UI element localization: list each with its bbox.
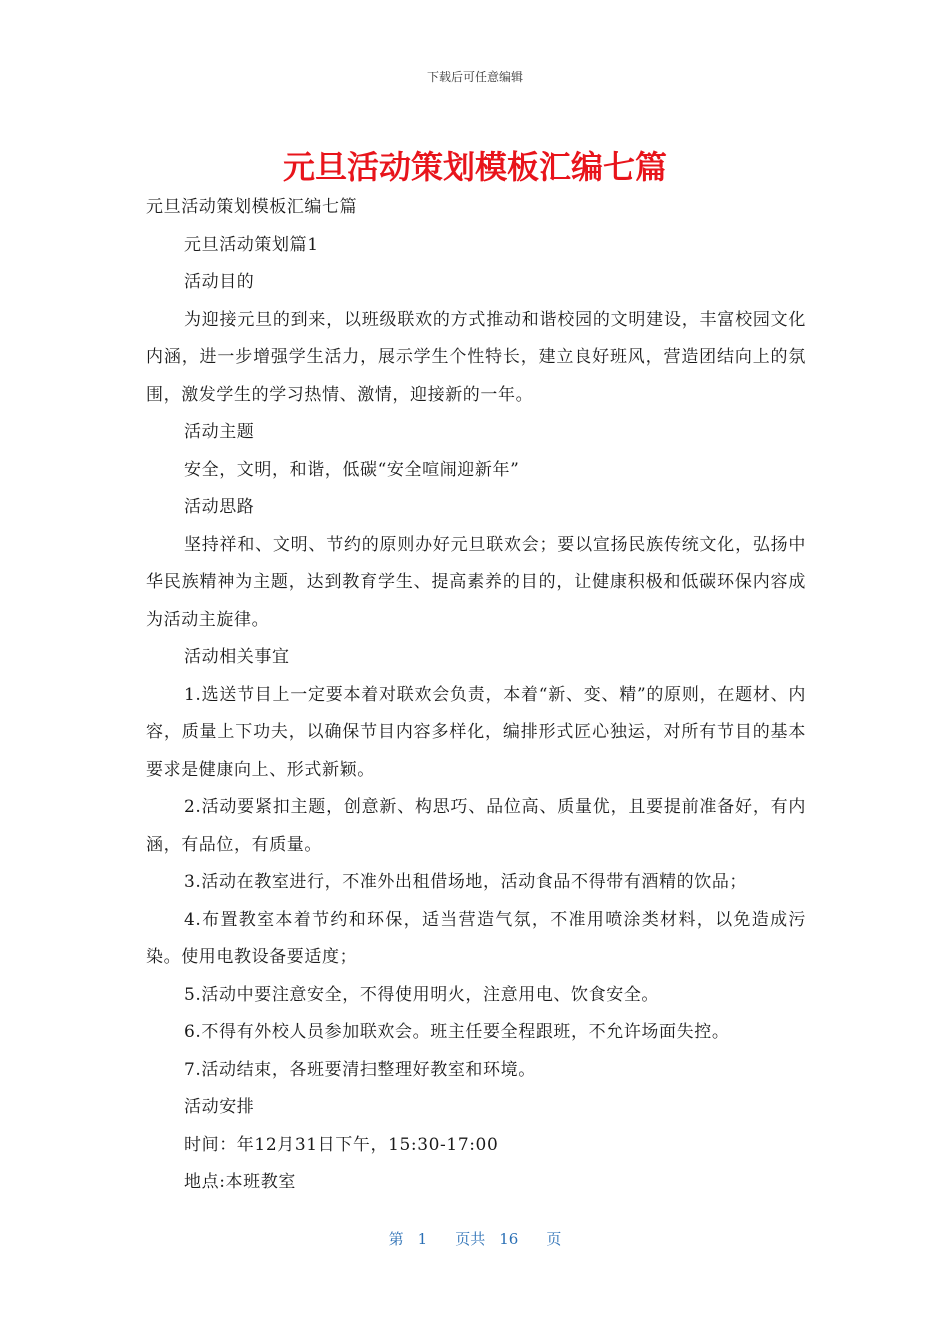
footer-suffix: 页	[546, 1230, 562, 1248]
list-item: 7.活动结束，各班要清扫整理好教室和环境。	[184, 1059, 536, 1080]
footer-mid: 页共	[455, 1230, 486, 1248]
section-heading: 活动相关事宜	[184, 647, 290, 667]
footer-page-number: 1	[417, 1230, 428, 1248]
paragraph: 为迎接元旦的到来，以班级联欢的方式推动和谐校园的文明建设，丰富校园文化内涵，进一步增强学生活力，展示学生个性特长，建立良好班风，营造团结向上的氛围，激发学生的学习热情、激情，迎接新的一年。	[146, 309, 806, 405]
page-footer	[0, 1228, 950, 1249]
list-item: 6.不得有外校人员参加联欢会。班主任要全程跟班，不允许场面失控。	[184, 1022, 730, 1042]
section-heading: 活动思路	[184, 497, 255, 517]
list-item: 4.布置教室本着节约和环保，适当营造气氛，不准用喷涂类材料，以免造成污染。使用电教设备要适度；	[146, 909, 806, 967]
list-item: 5.活动中要注意安全，不得使用明火，注意用电、饮食安全。	[184, 984, 660, 1005]
paragraph: 时间：年12月31日下午，15:30-17:00	[184, 1134, 499, 1155]
paragraph: 坚持祥和、文明、节约的原则办好元旦联欢会；要以宣扬民族传统文化，弘扬中华民族精神为主题，达到教育学生、提高素养的目的，让健康积极和低碳环保内容成为活动主旋律。	[146, 534, 806, 630]
paragraph: 元旦活动策划篇1	[184, 234, 319, 255]
section-heading: 活动目的	[184, 272, 255, 292]
paragraph: 地点:本班教室	[184, 1172, 296, 1192]
section-heading: 活动安排	[184, 1097, 255, 1117]
footer-prefix: 第	[388, 1230, 404, 1248]
footer-total-pages: 16	[499, 1230, 519, 1248]
section-heading: 活动主题	[184, 422, 255, 442]
list-item: 2.活动要紧扣主题，创意新、构思巧、品位高、质量优，且要提前准备好，有内涵，有品位，有质量。	[146, 797, 806, 855]
paragraph: 安全，文明，和谐，低碳“安全喧闹迎新年”	[184, 459, 520, 480]
document-title: 元旦活动策划模板汇编七篇	[282, 148, 667, 186]
header-note: 下载后可任意编辑	[426, 70, 523, 84]
paragraph: 元旦活动策划模板汇编七篇	[146, 197, 358, 217]
list-item: 3.活动在教室进行，不准外出租借场地，活动食品不得带有酒精的饮品；	[184, 872, 748, 892]
document-body	[146, 189, 806, 1202]
list-item: 1.选送节目上一定要本着对联欢会负责，本着“新、变、精”的原则，在题材、内容，质量上下功夫，以确保节目内容多样化，编排形式匠心独运，对所有节目的基本要求是健康向上、形式新颖。	[146, 684, 806, 780]
